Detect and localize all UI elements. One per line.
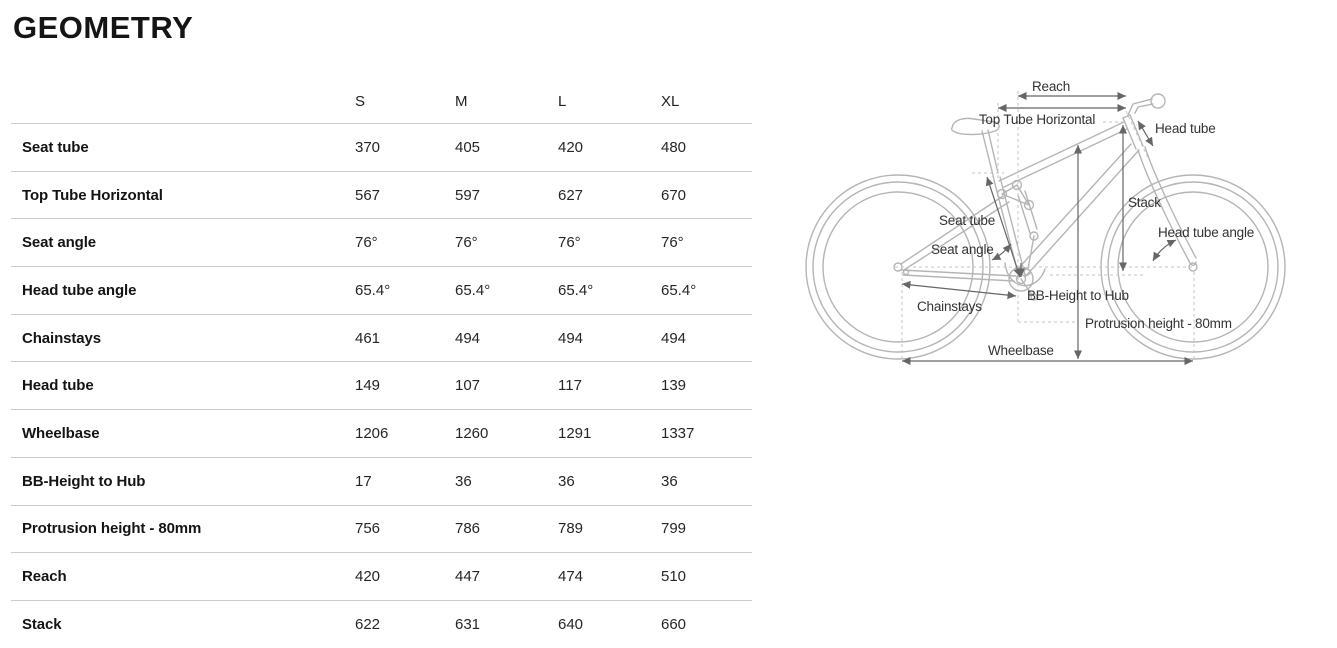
row-label: Reach	[22, 568, 67, 586]
table-row	[11, 123, 752, 171]
cell-value: 420	[355, 568, 381, 586]
cell-value: 76°	[455, 234, 478, 252]
cell-value: 76°	[558, 234, 581, 252]
diagram-label-top-tube-horizontal: Top Tube Horizontal	[978, 112, 1096, 127]
seat-angle-arc	[992, 244, 1011, 260]
diagram-label-head-tube: Head tube	[1155, 121, 1216, 136]
cell-value: 139	[661, 377, 687, 395]
diagram-label-stack: Stack	[1128, 195, 1161, 210]
geometry-table	[11, 79, 752, 648]
table-row	[11, 409, 752, 457]
cell-value: 494	[455, 329, 481, 347]
row-label: Head tube	[22, 377, 94, 395]
diagram-label-seat-angle: Seat angle	[931, 242, 994, 257]
row-label: Seat angle	[22, 234, 97, 252]
cell-value: 789	[558, 520, 584, 538]
diagram-label-chainstays: Chainstays	[917, 299, 982, 314]
chainstays-arrow	[902, 284, 1016, 296]
head-tube-angle-arc	[1153, 240, 1176, 261]
cell-value: 107	[455, 377, 481, 395]
row-label: Protrusion height - 80mm	[22, 520, 202, 538]
stem-and-handlebar	[1128, 94, 1165, 115]
cell-value: 149	[355, 377, 381, 395]
cell-value: 65.4°	[558, 281, 594, 299]
cell-value: 597	[455, 186, 481, 204]
cell-value: 420	[558, 138, 584, 156]
cell-value: 1291	[558, 424, 592, 442]
cell-value: 36	[455, 472, 472, 490]
bike-geometry-diagram	[805, 65, 1337, 365]
cell-value: 494	[558, 329, 584, 347]
cell-value: 567	[355, 186, 381, 204]
table-row	[11, 218, 752, 266]
row-label: Seat tube	[22, 138, 89, 156]
cell-value: 660	[661, 615, 687, 633]
cell-value: 480	[661, 138, 687, 156]
row-label: Stack	[22, 615, 62, 633]
head-tube-part	[1123, 115, 1143, 149]
cell-value: 447	[455, 568, 481, 586]
diagram-label-head-tube-angle: Head tube angle	[1158, 225, 1255, 240]
cell-value: 510	[661, 568, 687, 586]
column-header-l: L	[558, 92, 567, 110]
diagram-label-seat-tube: Seat tube	[939, 213, 995, 228]
row-label: Wheelbase	[22, 424, 100, 442]
cell-value: 622	[355, 615, 381, 633]
cell-value: 65.4°	[661, 281, 697, 299]
row-label: Head tube angle	[22, 281, 137, 299]
cell-value: 670	[661, 186, 687, 204]
diagram-label-protrusion-height: Protrusion height - 80mm	[1085, 316, 1232, 331]
diagram-label-reach: Reach	[1031, 79, 1071, 94]
table-row	[11, 552, 752, 600]
table-row	[11, 457, 752, 505]
column-header-s: S	[355, 92, 366, 110]
head-tube-arrow	[1138, 121, 1153, 146]
cell-value: 1206	[355, 424, 389, 442]
table-row	[11, 361, 752, 409]
row-label: BB-Height to Hub	[22, 472, 146, 490]
row-label: Chainstays	[22, 329, 102, 347]
cell-value: 461	[355, 329, 381, 347]
page-title: GEOMETRY	[13, 10, 194, 45]
column-header-m: M	[455, 92, 468, 110]
diagram-label-wheelbase: Wheelbase	[988, 343, 1054, 358]
table-row	[11, 600, 752, 648]
cell-value: 117	[558, 377, 582, 395]
row-label: Top Tube Horizontal	[22, 186, 163, 204]
cell-value: 474	[558, 568, 584, 586]
cell-value: 756	[355, 520, 381, 538]
cell-value: 640	[558, 615, 584, 633]
diagram-label-bb-height-to-hub: BB-Height to Hub	[1027, 288, 1129, 303]
cell-value: 36	[661, 472, 678, 490]
cell-value: 17	[355, 472, 372, 490]
cell-value: 494	[661, 329, 687, 347]
cell-value: 799	[661, 520, 687, 538]
table-row	[11, 505, 752, 553]
column-header-xl: XL	[661, 92, 680, 110]
table-header-row	[11, 79, 752, 123]
cell-value: 76°	[661, 234, 684, 252]
cell-value: 76°	[355, 234, 378, 252]
cell-value: 1337	[661, 424, 695, 442]
cell-value: 631	[455, 615, 481, 633]
cell-value: 786	[455, 520, 481, 538]
cell-value: 65.4°	[455, 281, 491, 299]
table-row	[11, 266, 752, 314]
cell-value: 1260	[455, 424, 489, 442]
cell-value: 405	[455, 138, 481, 156]
cell-value: 627	[558, 186, 584, 204]
table-row	[11, 314, 752, 362]
cell-value: 65.4°	[355, 281, 391, 299]
cell-value: 36	[558, 472, 575, 490]
table-row	[11, 171, 752, 219]
cell-value: 370	[355, 138, 381, 156]
